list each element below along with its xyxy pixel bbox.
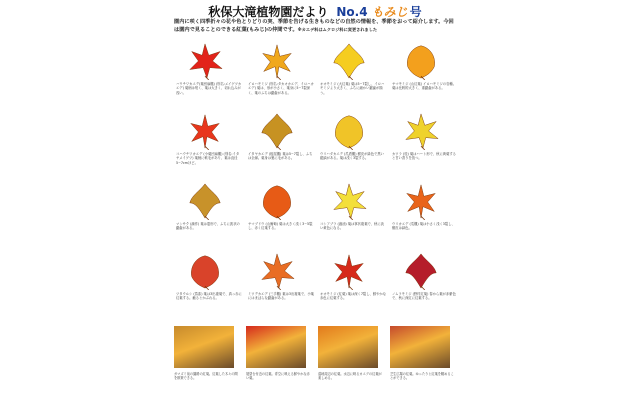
leaf-caption: オオモミジ (大紅葉) 葉は5~7裂し、イロハモミジより大きく、ふちに細かい鋸歯が揃う。 <box>320 82 385 95</box>
issue-number: No.4 <box>336 5 368 19</box>
title-main: 秋保大滝植物園だより <box>208 5 329 19</box>
autumn-photo <box>174 326 234 368</box>
leaf-caption: ヤマモミジ (山紅葉) イロハモミジの変種。葉は比較的大きく、重鋸歯がある。 <box>392 82 457 91</box>
autumn-photo <box>390 326 450 368</box>
leaf-caption: イタヤカエデ (板屋楓) 葉は5~7裂し、ふちは全縁。葉身は裏に毛がある。 <box>248 152 313 161</box>
leaf-illustration <box>258 42 296 80</box>
leaf-caption: ツタウルシ (蔦漆) 葉は3出複葉で、真っ赤に紅葉する。触るとかぶれる。 <box>176 292 242 301</box>
leaf-illustration <box>330 182 368 220</box>
leaf-illustration <box>330 112 368 150</box>
photo-caption: 展望台付近の紅葉。青空に映える鮮やかな赤い葉。 <box>246 372 310 381</box>
autumn-photo <box>246 326 306 368</box>
leaf-illustration <box>402 112 440 150</box>
issue-name: もみじ <box>371 5 408 19</box>
leaf-caption: ノムラモミジ (野村紅葉) 春から葉が赤紫色で、秋に深紅に紅葉する。 <box>392 292 456 301</box>
leaf-illustration <box>330 42 368 80</box>
leaf-illustration <box>402 252 440 290</box>
leaf-caption: コシアブラ (漉油) 葉は掌状複葉で、秋に淡い黄色になる。 <box>320 222 384 231</box>
intro-text <box>174 18 458 34</box>
leaf-illustration <box>258 182 296 220</box>
leaf-illustration <box>402 182 440 220</box>
leaf-caption: ウリハダカエデ (瓜膚楓) 樹皮が緑色で黒い縦縞がある。葉は浅く3裂する。 <box>320 152 384 161</box>
leaf-illustration <box>258 252 296 290</box>
photo-caption: 湿地周辺の紅葉。水辺に映るカエデの紅葉が楽しめる。 <box>318 372 382 381</box>
autumn-photo <box>318 326 378 368</box>
leaf-caption: イロハモミジ (別名:タカオカエデ、イロハカエデ) 葉は、形が小さく、葉身に5~7裂深く、葉のふちは鋸歯がある。 <box>248 82 314 95</box>
leaf-illustration <box>186 42 224 80</box>
newsletter-page <box>170 0 460 400</box>
leaf-illustration <box>258 112 296 150</box>
leaf-illustration <box>186 112 224 150</box>
photo-caption: 芝生広場の紅葉。ゆったりと紅葉を眺めることができる。 <box>390 372 454 381</box>
issue-suffix: 号 <box>409 5 422 19</box>
leaf-caption: ヤマブドウ (山葡萄) 葉は大きく浅く3~5裂し、赤く紅葉する。 <box>248 222 313 231</box>
leaf-caption: ミツデカエデ (三手楓) 葉は3出複葉で、小葉にはまばらな鋸歯がある。 <box>248 292 314 301</box>
leaf-caption: マンサク (満作) 葉は菱形で、ふちに波状の鋸歯がある。 <box>176 222 240 231</box>
intro-note: ※カエデ科はムクロジ科に変更されました <box>297 27 378 32</box>
leaf-illustration <box>186 182 224 220</box>
leaf-illustration <box>402 42 440 80</box>
leaf-caption: ハウチワカエデ(葉団扇楓) (別名:メイゲツカエデ) 葉柄は短く、葉は大きく、切れ込みが浅い。 <box>176 82 242 95</box>
photo-caption: ガマズミ前の園路の紅葉。紅葉した木々の間を散策できる。 <box>174 372 238 381</box>
leaf-caption: オオモミジ (紅葉) 葉は深く7裂し、鮮やかな赤色に紅葉する。 <box>320 292 387 301</box>
leaf-caption: カツラ (桂) 葉はハート形で、秋に黄葉すると甘い香りを放つ。 <box>392 152 456 161</box>
leaf-illustration <box>330 252 368 290</box>
leaf-caption: ウリカエデ (瓜楓) 葉は小さく浅く3裂し、樹皮は緑色。 <box>392 222 455 231</box>
leaf-caption: コハウチワカエデ (小葉団扇楓) (別名:イタヤメイゲツ) 葉柄に軟毛があり、葉は直径5~7cmほど。 <box>176 152 240 165</box>
intro-body: 園内に咲く四季折々の花や色とりどりの実、季節を告げる生きものなどの自然の情報を、季節をおって紹介します。今回は園内で見ることのできる紅葉(もみじ)の仲間です。 <box>174 19 454 33</box>
leaf-illustration <box>186 252 224 290</box>
